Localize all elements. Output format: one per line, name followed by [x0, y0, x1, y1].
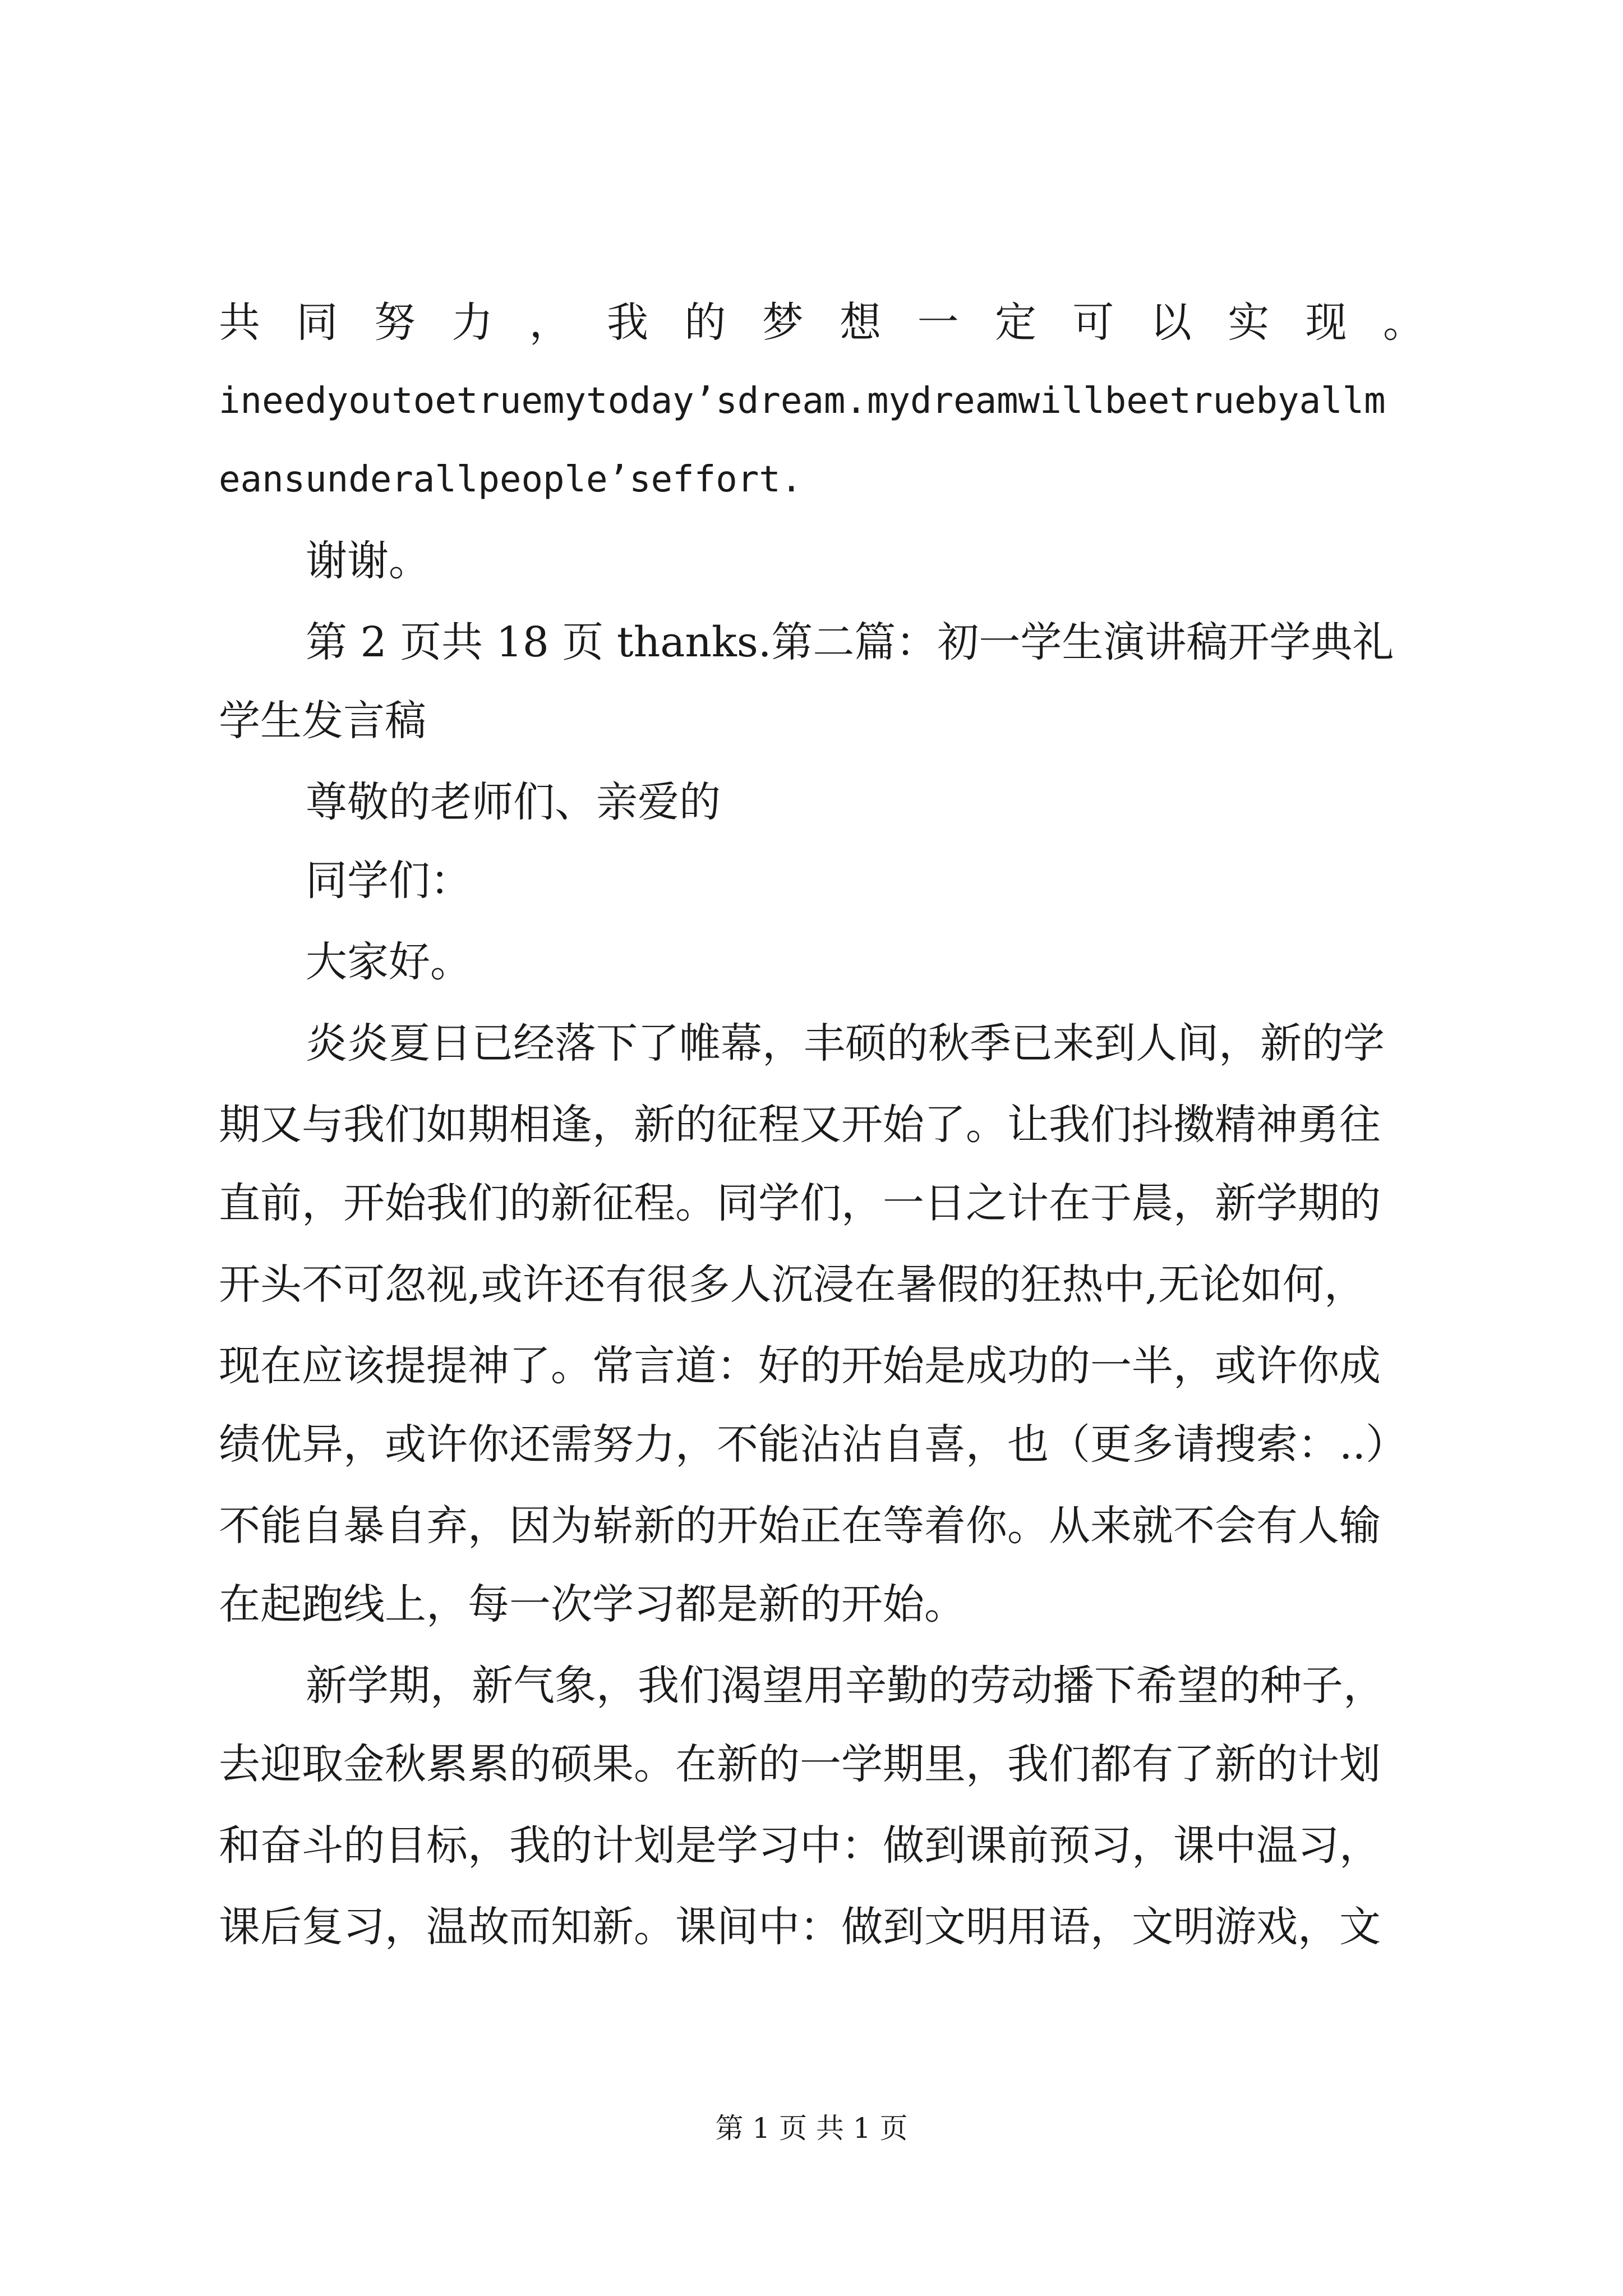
body-line: 同学们： — [306, 857, 472, 905]
body-line: 直前，开始我们的新征程。同学们，一日之计在于晨，新学期的 — [219, 1179, 1381, 1227]
body-line: 不能自暴自弃，因为崭新的开始正在等着你。从来就不会有人输 — [219, 1502, 1381, 1550]
body-line: 现在应该提提神了。常言道：好的开始是成功的一半，或许你成 — [219, 1342, 1381, 1390]
body-line: 炎炎夏日已经落下了帷幕，丰硕的秋季已来到人间，新的学 — [306, 1019, 1385, 1068]
body-line: 去迎取金秋累累的硕果。在新的一学期里，我们都有了新的计划 — [219, 1740, 1381, 1788]
body-line: 期又与我们如期相逢，新的征程又开始了。让我们抖擞精神勇往 — [219, 1101, 1381, 1149]
body-line: 大家好。 — [306, 938, 472, 986]
page-footer: 第 1 页 共 1 页 — [715, 2112, 908, 2145]
body-line: 课后复习，温故而知新。课间中：做到文明用语，文明游戏，文 — [219, 1903, 1381, 1951]
body-line: 新学期，新气象，我们渴望用辛勤的劳动播下希望的种子， — [306, 1662, 1385, 1710]
body-line: 学生发言稿 — [219, 697, 426, 745]
body-line: 绩优异，或许你还需努力，不能沾沾自喜，也（更多请搜索：..） — [219, 1420, 1408, 1469]
body-line: ineedyoutoetruemytoday’sdream.mydreamwillbeetruebyallm — [219, 380, 1386, 422]
body-line: 尊敬的老师们、亲爱的 — [306, 778, 721, 826]
body-line: eansunderallpeople’seffort. — [219, 459, 803, 500]
body-line: 共 同 努 力 ， 我 的 梦 想 一 定 可 以 实 现 。 — [219, 298, 1424, 347]
body-line: 和奋斗的目标，我的计划是学习中：做到课前预习，课中温习， — [219, 1821, 1381, 1870]
body-line: 谢谢。 — [306, 537, 430, 585]
body-line: 第 2 页共 18 页 thanks.第二篇：初一学生演讲稿开学典礼 — [306, 618, 1394, 666]
body-line: 在起跑线上，每一次学习都是新的开始。 — [219, 1580, 966, 1628]
body-line: 开头不可忽视,或许还有很多人沉浸在暑假的狂热中,无论如何， — [219, 1260, 1366, 1309]
